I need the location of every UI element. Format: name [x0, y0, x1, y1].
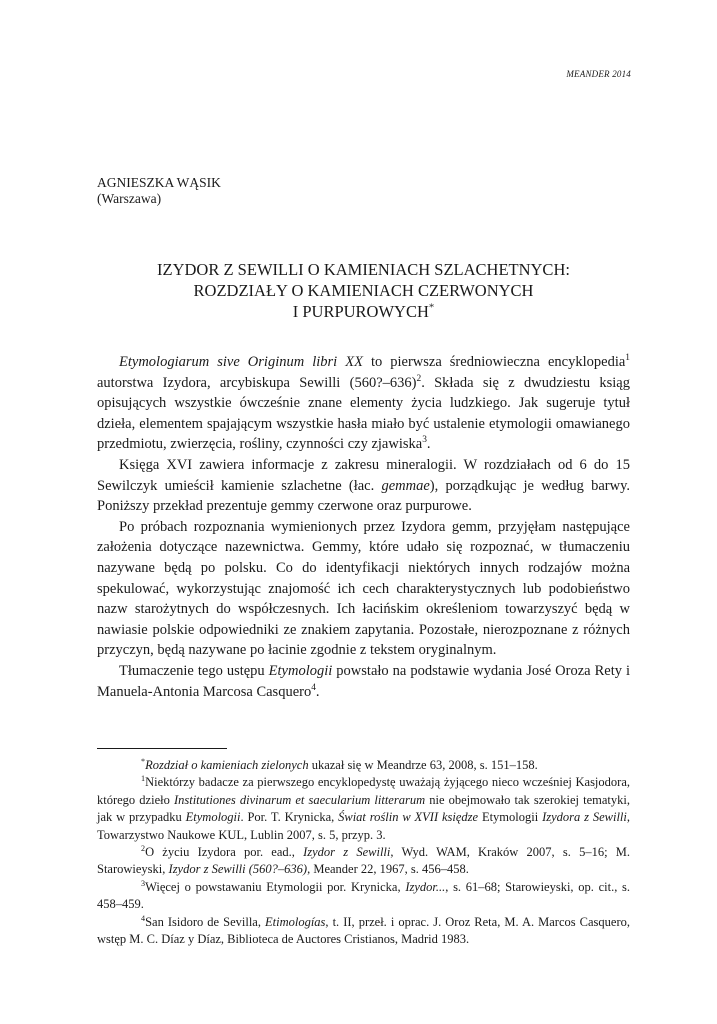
footnote-ref-2[interactable]: 2 — [416, 373, 422, 384]
paragraph-1: Etymologiarum sive Originum libri XX to pierwsza średniowieczna encyklopedia$^1$ autorstwa Izydora, arcybiskupa Sewilli (560?–636)$^2$. Składa się z dwudziestu ksiąg opisujących wszystkie ówcześnie znane elementy życia ludzkiego. Jak sugeruje tytuł dzieła, elementem spajającym wszystkie hasła miało być ustalenie etymologii omawianego przedmiotu, zwierzęcia, rośliny, czynności czy zjawiska$^3$. — [97, 353, 630, 453]
footnote-3: $^3$Więcej o powstawaniu Etymologii por. Krynicka, Izydor..., s. 61–68; Starowieyski, op. cit., s. 458–459. — [97, 878, 630, 912]
footnote-ref-4[interactable]: 4 — [311, 682, 316, 693]
author-affiliation: (Warszawa) — [97, 191, 162, 206]
title-footnote-mark: * — [428, 301, 435, 314]
footnote-2: $^2$O życiu Izydora por. ead., Izydor z Sewilli, Wyd. WAM, Kraków 2007, s. 5–16; M. Starowieyski, Izydor z Sewilli (560?–636), Meander 22, 1967, s. 456–458. — [97, 843, 630, 877]
footnote-1: $^1$Niektórzy badacze za pierwszego encyklopedystę uważają żyjącego nieco wcześniej Kasjodora, którego dzieło Institutiones divinarum et saecularium litterarum nie obejmowało tak szerokiej tematyki, jak w przypadku Etymologii. Por. T. Krynicka, Świat roślin w XVII księdze Etymologii Izydora z Sewilli, Towarzystwo Naukowe KUL, Lublin 2007, s. 5, przyp. 3. — [97, 774, 630, 842]
footnote-divider — [97, 748, 227, 749]
author-block — [97, 175, 221, 207]
author-name: AGNIESZKA WĄSIK — [97, 175, 221, 190]
footnote-4: $^4$San Isidoro de Sevilla, Etimologías, t. II, przeł. i oprac. J. Oroz Reta, M. A. Marcos Casquero, wstęp M. C. Díaz y Díaz, Biblioteca de Auctores Cristianos, Madrid 1983. — [97, 913, 630, 947]
paragraph-4: Tłumaczenie tego ustępu Etymologii powstało na podstawie wydania José Oroza Rety i Manuela-Antonia Marcosa Casquero$^4$. — [97, 662, 630, 700]
journal-name: MEANDER 2014 — [566, 69, 631, 79]
title-line-1: IZYDOR Z SEWILLI O KAMIENIACH SZLACHETNYCH: — [157, 260, 570, 279]
footnotes — [97, 757, 630, 948]
title-line-2: ROZDZIAŁY O KAMIENIACH CZERWONYCH — [193, 281, 534, 300]
footnote-ref-1[interactable]: 1 — [625, 353, 630, 364]
footnote-star: *Rozdział o kamieniach zielonych ukazał się w Meandrze 63, 2008, s. 151–158. — [141, 756, 538, 772]
paragraph-2: Księga XVI zawiera informacje z zakresu mineralogii. W rozdziałach od 6 do 15 Sewilczyk umieścił kamienie szlachetne (łac. gemmae), porządkując je według barwy. Poniższy przekład prezentuje gemmy czerwone oraz purpurowe. — [97, 456, 631, 515]
body-text — [97, 352, 630, 702]
paragraph-3: Po próbach rozpoznania wymienionych przez Izydora gemm, przyjęłam następujące założenia dotyczące nazewnictwa. Gemmy, które udało się rozpoznać, w tłumaczeniu nazywane będą po polsku. Co do identyfikacji niektórych innych rodzajów można spekulować, wykorzystując znajomość ich cech charakterystycznych lub podobieństwo nazw starożytnych do współczesnych. Ich łacińskim określeniom towarzyszyć będą w nawiasie polskie odpowiedniki ze znakiem zapytania. Pozostałe, nierozpoznane z różnych przyczyn, będą nazywane po łacinie zgodnie z tekstem oryginalnym. — [97, 518, 630, 659]
title-line-3: I PURPUROWYCH* — [292, 301, 435, 321]
footnote-ref-3[interactable]: 3 — [422, 435, 427, 446]
article-title — [97, 259, 630, 322]
running-header — [566, 69, 631, 79]
